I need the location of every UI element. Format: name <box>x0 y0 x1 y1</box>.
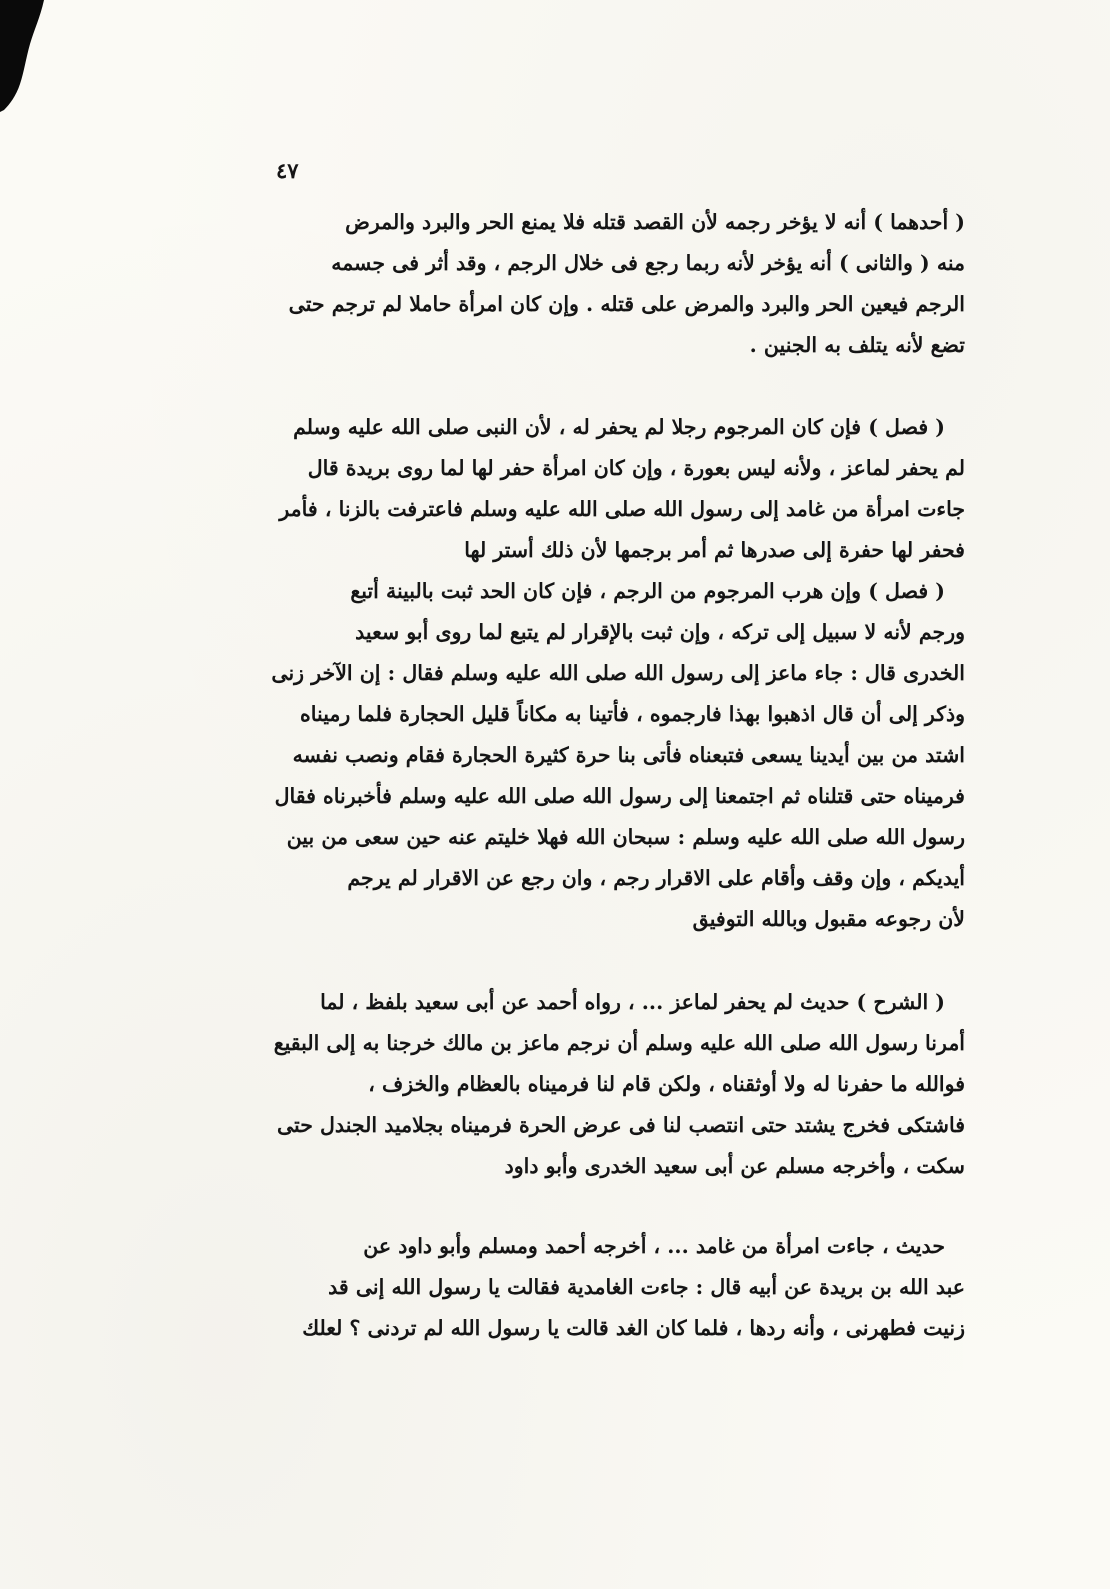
page-number: ٤٧ <box>276 158 299 183</box>
commentary-sharh <box>223 982 965 1187</box>
text-line: ( أحدهما ) أنه لا يؤخر رجمه لأن القصد قتله فلا يمنع الحر والبرد والمرض <box>345 210 965 234</box>
text-line: منه ( والثانى ) أنه يؤخر لأنه ربما رجع فى خلال الرجم ، وقد أثر فى جسمه <box>331 251 965 275</box>
text-line: ورجم لأنه لا سبيل إلى تركه ، وإن ثبت بالإقرار لم يتبع لما روى أبو سعيد <box>355 620 965 644</box>
section-fasl-fleeing <box>223 571 965 940</box>
text-line: سكت ، وأخرجه مسلم عن أبى سعيد الخدرى وأبو داود <box>504 1154 965 1178</box>
text-line: لم يحفر لماعز ، ولأنه ليس بعورة ، وإن كان امرأة حفر لها لما روى بريدة قال <box>307 456 965 480</box>
hadith-ghamidiyya <box>223 1226 965 1349</box>
scan-edge-shadow <box>0 0 48 120</box>
text-line: اشتد من بين أيدينا يسعى فتبعناه فأتى بنا حرة كثيرة الحجارة فقام ونصب نفسه <box>292 743 965 767</box>
text-line: لأن رجوعه مقبول وبالله التوفيق <box>692 907 965 931</box>
text-line: جاءت امرأة من غامد إلى رسول الله صلى الله عليه وسلم فاعترفت بالزنا ، فأمر <box>279 497 965 521</box>
text-line: فرميناه حتى قتلناه ثم اجتمعنا إلى رسول الله صلى الله عليه وسلم فأخبرناه فقال <box>274 784 965 808</box>
text-line: وذكر إلى أن قال اذهبوا بهذا فارجموه ، فأتينا به مكاناً قليل الحجارة فلما رميناه <box>300 702 965 726</box>
text-line: رسول الله صلى الله عليه وسلم : سبحان الله فهلا خليتم عنه حين سعى من بين <box>286 825 965 849</box>
text-line: عبد الله بن بريدة عن أبيه قال : جاءت الغامدية فقالت يا رسول الله إنى قد <box>328 1275 965 1299</box>
text-line: الخدرى قال : جاء ماعز إلى رسول الله صلى الله عليه وسلم فقال : إن الآخر زنى <box>271 661 965 685</box>
text-line: زنيت فطهرنى ، وأنه ردها ، فلما كان الغد قالت يا رسول الله لم تردنى ؟ لعلك <box>302 1316 965 1340</box>
section-fasl-digging <box>223 407 965 571</box>
section-heading-line: ( فصل ) فإن كان المرجوم رجلا لم يحفر له ، لأن النبى صلى الله عليه وسلم <box>293 415 945 439</box>
text-line: فاشتكى فخرج يشتد حتى انتصب لنا فى عرض الحرة فرميناه بجلاميد الجندل حتى <box>276 1113 965 1137</box>
text-line: الرجم فيعين الحر والبرد والمرض على قتله . وإن كان امرأة حاملا لم ترجم حتى <box>288 292 965 316</box>
text-line: أيديكم ، وإن وقف وأقام على الاقرار رجم ، وان رجع عن الاقرار لم يرجم <box>347 866 965 890</box>
text-line: فحفر لها حفرة إلى صدرها ثم أمر برجمها لأن ذلك أستر لها <box>464 538 965 562</box>
text-line: تضع لأنه يتلف به الجنين . <box>749 333 965 357</box>
text-line: أمرنا رسول الله صلى الله عليه وسلم أن نرجم ماعز بن مالك خرجنا به إلى البقيع <box>273 1031 965 1055</box>
text-line: حديث ، جاءت امرأة من غامد ... ، أخرجه أحمد ومسلم وأبو داود عن <box>363 1234 945 1258</box>
paragraph-rajm-delay <box>223 202 965 366</box>
section-heading-line: ( فصل ) وإن هرب المرجوم من الرجم ، فإن كان الحد ثبت بالبينة أتبع <box>350 579 945 603</box>
text-line: فوالله ما حفرنا له ولا أوثقناه ، ولكن قام لنا فرميناه بالعظام والخزف ، <box>368 1072 965 1096</box>
commentary-heading-line: ( الشرح ) حديث لم يحفر لماعز ... ، رواه أحمد عن أبى سعيد بلفظ ، لما <box>320 990 945 1014</box>
